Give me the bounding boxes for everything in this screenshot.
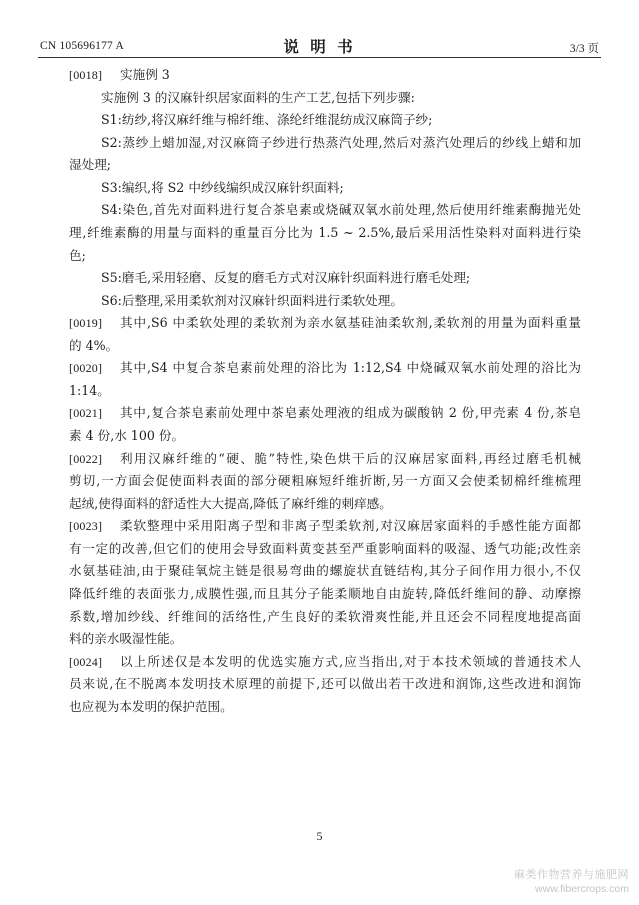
step-s6 <box>69 290 581 313</box>
paragraph-intro <box>69 87 581 110</box>
paragraph-text: S2:蒸纱上蜡加湿,对汉麻筒子纱进行热蒸汽处理,然后对蒸汽处理后的纱线上蜡和加 <box>101 134 581 150</box>
text-line <box>69 651 581 674</box>
paragraph-text: 利用汉麻纤维的“硬、脆”特性,染色烘干后的汉麻居家面料,再经过磨毛机械 <box>120 450 581 466</box>
paragraph-text: 的 4%。 <box>69 337 119 353</box>
text-line <box>69 335 581 358</box>
paragraph-number: [0018] <box>69 68 103 82</box>
paragraph-number: [0022] <box>69 451 103 466</box>
paragraph-0021 <box>69 402 581 447</box>
watermark <box>499 868 629 896</box>
paragraph-0023 <box>69 515 581 650</box>
text-line <box>69 87 581 110</box>
text-line <box>69 312 581 335</box>
text-line <box>69 606 581 629</box>
paragraph-text: S5:磨毛,采用轻磨、反复的磨毛方式对汉麻针织面料进行磨毛处理; <box>101 270 471 286</box>
step-s1 <box>69 109 581 132</box>
paragraph-number: [0019] <box>69 316 103 331</box>
text-line <box>69 538 581 561</box>
text-line <box>69 628 581 651</box>
paragraph-text: S6:后整理,采用柔软剂对汉麻针织面料进行柔软处理。 <box>101 292 403 308</box>
text-line <box>69 448 581 471</box>
step-s2 <box>69 132 581 177</box>
paragraph-text: 实施例 3 的汉麻针织居家面料的生产工艺,包括下列步骤: <box>101 89 415 105</box>
paragraph-text: S1:纺纱,将汉麻纤维与棉纤维、涤纶纤维混纺成汉麻筒子纱; <box>101 112 433 128</box>
text-line <box>69 696 581 719</box>
paragraph-0018 <box>69 64 581 87</box>
text-line <box>69 132 581 155</box>
text-line <box>69 245 581 268</box>
step-s4 <box>69 199 581 267</box>
paragraph-text: 其中,S6 中柔软处理的柔软剂为亲水氨基硅油柔软剂,柔软剂的用量为面料重量 <box>120 315 581 331</box>
text-line <box>69 154 581 177</box>
paragraph-0022 <box>69 448 581 516</box>
watermark-site-name: 麻类作物营养与施肥网 <box>514 868 629 881</box>
paragraph-text: 剪切,一方面会促使面料表面的部分硬粗麻短纤维折断,另一方面又会使柔韧棉纤维梳理 <box>69 473 581 489</box>
paragraph-text: 1:14。 <box>69 382 110 398</box>
text-line <box>69 199 581 222</box>
paragraph-text: 实施例 3 <box>120 67 170 82</box>
text-line <box>69 515 581 538</box>
paragraph-text: S3:编织,将 S2 中纱线编织成汉麻针织面料; <box>101 179 344 195</box>
document-title: 说 明 书 <box>283 37 356 56</box>
text-line <box>69 583 581 606</box>
paragraph-text: 料的亲水吸湿性能。 <box>69 631 183 647</box>
paragraph-number: [0020] <box>69 361 103 376</box>
paragraph-text: 起绒,使得面料的舒适性大大提高,降低了麻纤维的刺痒感。 <box>69 495 392 511</box>
paragraph-text: 降低纤维的表面张力,成膜性强,而且其分子能柔顺地自由旋转,降低纤维间的静、动摩擦 <box>69 585 581 601</box>
paragraph-text: S4:染色,首先对面料进行复合茶皂素或烧碱双氧水前处理,然后使用纤维素酶抛光处 <box>101 202 581 218</box>
paragraph-0019 <box>69 312 581 357</box>
paragraph-number: [0023] <box>69 519 103 534</box>
paragraph-text: 色; <box>69 247 86 263</box>
watermark-url: www.fibercrops.com <box>535 883 629 895</box>
paragraph-0020 <box>69 357 581 402</box>
paragraph-text: 理,纤维素酶的用量与面料的重量百分比为 1.5 ~ 2.5%,最后采用活性染料对面料进行染 <box>69 224 581 240</box>
page-header <box>38 33 601 58</box>
paragraph-text: 湿处理; <box>69 157 112 173</box>
paragraph-text: 员来说,在不脱离本发明技术原理的前提下,还可以做出若干改进和润饰,这些改进和润饰 <box>69 676 581 692</box>
publication-number: CN 105696177 A <box>40 40 124 52</box>
text-line <box>69 267 581 290</box>
text-line <box>69 290 581 313</box>
text-line <box>69 470 581 493</box>
text-line <box>69 357 581 380</box>
page-count: 3/3 页 <box>569 43 599 55</box>
text-line <box>69 109 581 132</box>
paragraph-text: 素 4 份,水 100 份。 <box>69 428 185 443</box>
paragraph-number: [0021] <box>69 406 103 421</box>
paragraph-text: 柔软整理中采用阳离子型和非离子型柔软剂,对汉麻居家面料的手感性能方面都 <box>120 518 581 534</box>
text-line <box>69 493 581 516</box>
paragraph-text: 水氨基硅油,由于聚硅氧烷主链是很易弯曲的螺旋状直链结构,其分子间作用力很小,不仅 <box>69 563 581 579</box>
paragraph-text: 其中,复合茶皂素前处理中茶皂素处理液的组成为碳酸钠 2 份,甲壳素 4 份,茶皂 <box>120 405 581 421</box>
page-number: 5 <box>316 829 323 843</box>
text-line <box>69 560 581 583</box>
paragraph-0024 <box>69 651 581 719</box>
text-line <box>69 222 581 245</box>
text-line <box>69 673 581 696</box>
text-line <box>69 64 581 87</box>
step-s5 <box>69 267 581 290</box>
document-body <box>69 64 581 718</box>
text-line <box>69 177 581 200</box>
text-line <box>69 425 581 448</box>
paragraph-text: 有一定的改善,但它们的使用会导致面料黄变甚至严重影响面料的吸湿、透气功能;改性亲 <box>69 540 581 556</box>
paragraph-text: 也应视为本发明的保护范围。 <box>69 698 233 714</box>
paragraph-number: [0024] <box>69 654 103 669</box>
text-line <box>69 402 581 425</box>
paragraph-text: 系数,增加纱线、纤维间的活络性,产生良好的柔软滑爽性能,并且还会不同程度地提高面 <box>69 608 581 624</box>
paragraph-text: 以上所述仅是本发明的优选实施方式,应当指出,对于本技术领域的普通技术人 <box>120 653 581 669</box>
step-s3 <box>69 177 581 200</box>
paragraph-text: 其中,S4 中复合茶皂素前处理的浴比为 1:12,S4 中烧碱双氧水前处理的浴比为 <box>120 360 581 376</box>
text-line <box>69 380 581 403</box>
